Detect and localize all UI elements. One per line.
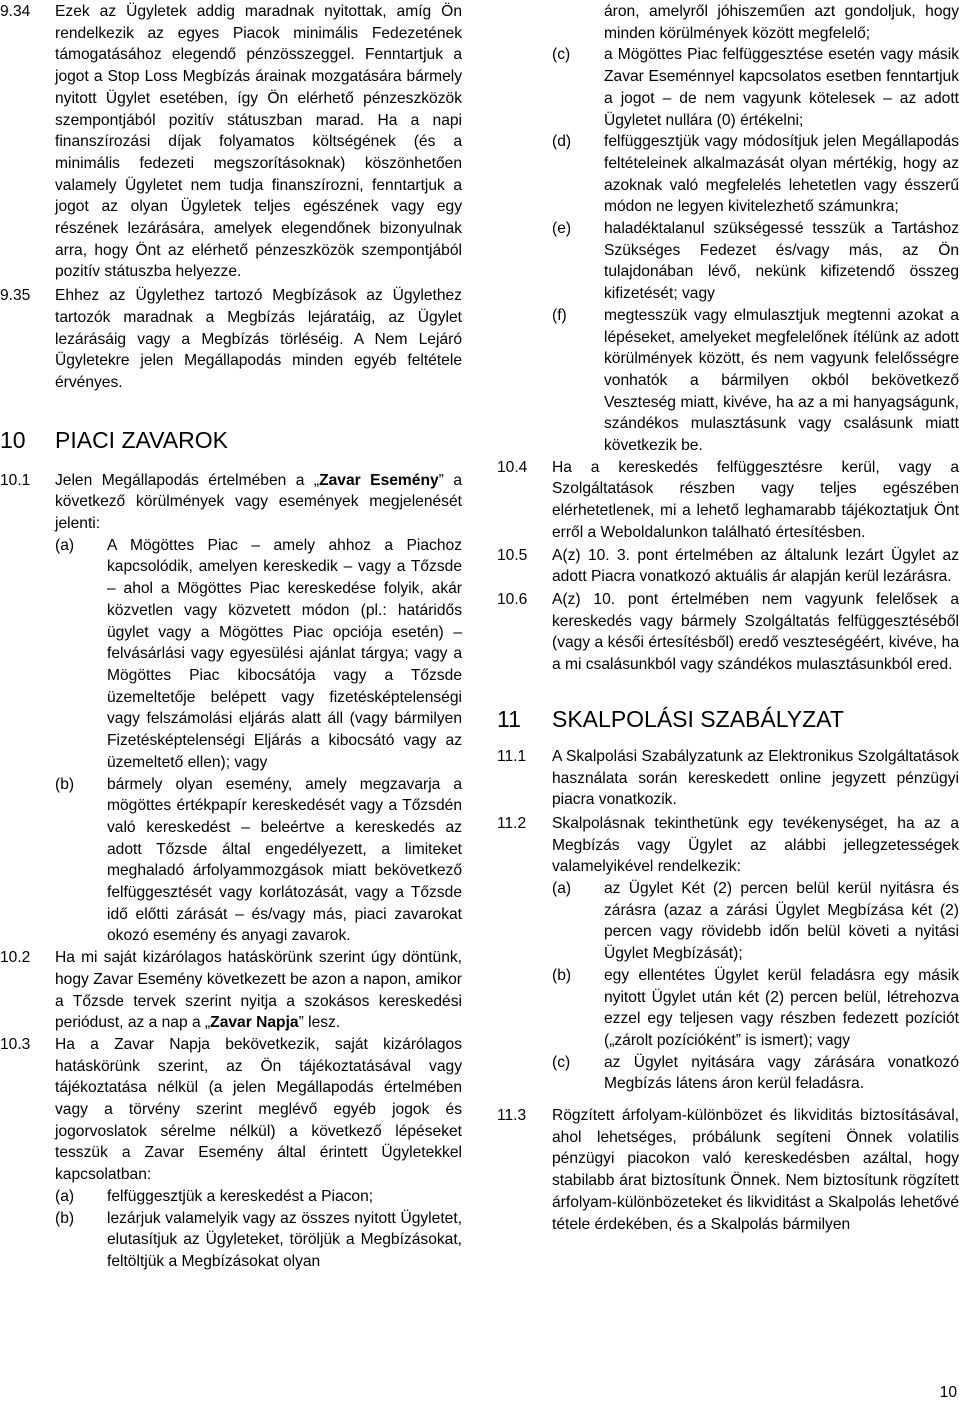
clause-11-3 (497, 1105, 959, 1235)
sub-item-f (552, 305, 959, 457)
page-number: 10 (939, 1384, 957, 1402)
sub-item-label: (c) (552, 46, 571, 64)
clause-10-6 (497, 589, 959, 676)
defined-term: Zavar Esemény (319, 471, 439, 489)
text-before-term: Ha mi saját kizárólagos hatáskörünk szerint úgy döntünk, hogy Zavar Esemény következett be azon a napon, amikor a Tőzsde tervek szerint nyitja a szokásos kereskedési periódust, az a nap a „ (55, 949, 462, 1032)
sub-item-text: a Mögöttes Piac felfüggesztése esetén vagy másik Zavar Eseménnyel kapcsolatos esetben fenntartjuk a jogot – de nem vagyunk kötelesek – az adott Ügyletet nullára (0) értékelni; (604, 46, 959, 129)
sub-item-label: (b) (552, 966, 572, 984)
clause-text: Skalpolásnak tekinthetünk egy tevékenységet, ha az a Megbízás vagy Ügylet az alábbi jellegzetességek valamelyikével rendelkezik: (552, 814, 959, 876)
clause-text: A Skalpolási Szabályzatunk az Elektronikus Szolgáltatások használata során kereskedett online jegyzett pénzügyi piacra vonatkozik. (552, 747, 959, 809)
sub-item-label: (a) (552, 880, 572, 898)
sub-item-d (552, 131, 959, 218)
right-column (497, 0, 959, 1235)
clause-text: Ha a kereskedés felfüggesztésre kerül, vagy a Szolgáltatások részben vagy teljes egészében elérhetetlenek, mi a lehető leghamarabb tájékoztatjuk Önt erről a Weboldalunkon található értesítésben. (552, 458, 959, 541)
clause-number: 11.2 (497, 814, 527, 832)
sub-item-text: az Ügylet nyitására vagy zárására vonatkozó Megbízás látens áron kerül feladásra. (604, 1053, 959, 1093)
left-column (0, 0, 462, 1273)
sub-item-text: lezárjuk valamelyik vagy az összes nyitott Ügyletet, elutasítjuk az Ügyleteket, töröljük a Megbízásokat, feltöltjük a Megbízásokat olyan (107, 1209, 462, 1270)
sub-item-text: bármely olyan esemény, amely megzavarja a mögöttes értékpapír kereskedését vagy a Tőzsdén való kereskedést – beleértve a kereskedés az adott Tőzsde által engedélyezett, a limiteket meghaladó árfolyammozgások miatt bekövetkező felfüggesztését vagy korlátozását, vagy a Tőzsde idő előtti zárását – és/vagy más, piaci zavarokat okozó esemény és anyagi zavarok. (107, 775, 462, 945)
sub-item-b (55, 774, 462, 948)
sub-item-label: (b) (55, 1209, 75, 1227)
clause-10-4 (497, 457, 959, 544)
sub-item-e (552, 218, 959, 305)
sub-item-label: (f) (552, 306, 567, 324)
sub-item-text: egy ellentétes Ügylet kerül feladásra egy másik nyitott Ügylet után két (2) percen belül, létrehozva ezzel egy teljesen vagy részben fedezett pozíciót („zárolt pozícióként” is ismert); vagy (604, 966, 959, 1049)
clause-number: 11.1 (497, 747, 527, 765)
sub-item-c (552, 1052, 959, 1095)
sub-item-label: (e) (552, 220, 572, 238)
clause-10-3 (0, 1034, 462, 1273)
clause-number: 9.34 (0, 3, 31, 20)
clause-text (55, 470, 462, 535)
clause-number: 10.5 (497, 546, 528, 564)
clause-11-1 (497, 746, 959, 811)
sub-item-a (552, 878, 959, 965)
sub-item-text: felfüggesztjük a kereskedést a Piacon; (107, 1187, 374, 1205)
clause-number: 10.6 (497, 590, 528, 608)
defined-term: Zavar Napja (210, 1014, 299, 1032)
sub-item-b-continuation: áron, amelyről jóhiszeműen azt gondoljuk, hogy minden körülmények között megfelelő; (604, 3, 959, 42)
sub-item-c (552, 44, 959, 131)
section-heading-10 (0, 425, 462, 455)
clause-number: 10.2 (0, 949, 31, 967)
sub-item-a (55, 535, 462, 774)
clause-10-2 (0, 947, 462, 1034)
sub-item-label: (d) (552, 133, 572, 151)
sub-item-text: megtesszük vagy elmulasztjuk megtenni azokat a lépéseket, amelyeket megfelelőnek ítélünk az adott körülmények között, és nem vagyunk felelősségre vonhatók a bármilyen okból bekövetkező Veszteség miatt, kivéve, ha az a mi hanyagságunk, szándékos mulasztásunk vagy csalásunk miatt következik be. (604, 306, 959, 455)
sub-item-label: (a) (55, 1187, 75, 1205)
sub-item-text: A Mögöttes Piac – amely ahhoz a Piachoz kapcsolódik, amelyen kereskedik – vagy a Tőzsde – ahol a Mögöttes Piac kereskedése folyik, akár közvetlen vagy közvetett módon (pl.: határidős ügylet vagy a Mögöttes Piac opciója esetén) – felvásárlási vagy egyesülési ajánlat tárgya; vagy a Mögöttes Piac kibocsátója vagy a Tőzsde üzemeltetője belépett vagy fizetésképtelenségi vagy felszámolási eljárás alatt áll (vagy bármilyen Fizetésképtelenségi Eljárás a kibocsátó vagy az üzemeltető ellen); vagy (107, 536, 462, 771)
clause-11-2 (497, 813, 959, 1095)
section-title: SKALPOLÁSI SZABÁLYZAT (552, 705, 844, 732)
clause-number: 10.1 (0, 471, 31, 489)
section-number: 11 (497, 705, 521, 732)
clause-text: Ezek az Ügyletek addig maradnak nyitottak, amíg Ön rendelkezik az egyes Piacok minimális Fedezetének támogatásához elegendő pénzösszeggel. Fenntartjuk a jogot a Stop Loss Megbízás árainak mozgatására bármely nyitott Ügylet esetében, így Ön elérhető pénzeszközök szempontjából pozitív státuszban marad. Ha a napi finanszírozási díjak folyamatos költségének (és a minimális fedezeti megszorításoknak) köszönhetően valamely Ügyletet nem tudja finanszírozni, fenntartjuk a jogot az olyan Ügyletek teljes egészének vagy egy részének lezárására, amelyek elegendőnek bizonyulnak arra, hogy Önt az elérhető pénzeszközök szempontjából pozitív státuszba helyezze. (55, 3, 462, 281)
sub-item-label: (c) (552, 1053, 571, 1071)
clause-9-34 (0, 1, 462, 283)
sub-item-text: az Ügylet Két (2) percen belül kerül nyitásra és zárásra (azaz a zárási Ügylet Megbízása két (2) percen vagy rövidebb időn belül követi a nyitási Ügylet Megbízását); (604, 880, 959, 963)
clause-text: A(z) 10. pont értelmében nem vagyunk felelősek a kereskedés vagy bármely Szolgáltatás felfüggesztéséből (vagy a késői értesítésből) eredő veszteségéért, kivéve, ha a mi csalásunkból vagy szándékos mulasztásunkból ered. (552, 590, 959, 674)
sub-item-label: (b) (55, 775, 75, 793)
text-before-term: Jelen Megállapodás értelmében a „ (55, 471, 320, 489)
section-title: PIACI ZAVAROK (55, 426, 228, 453)
clause-10-5 (497, 545, 959, 588)
clause-text: Ehhez az Ügylethez tartozó Megbízások az Ügylethez tartozók maradnak a Megbízás lejáratáig, az Ügylet lezárásáig vagy a Megbízás törléséig. A Nem Lejáró Ügyletekre jelen Megállapodás minden egyéb feltétele érvényes. (55, 287, 462, 391)
sub-item-b (55, 1208, 462, 1273)
clause-text: Rögzített árfolyam-különbözet és likviditás biztosításával, ahol lehetséges, próbálunk segíteni Önnek volatilis pénzügyi piacokon való kereskedésben azáltal, hogy stabilabb árat biztosítunk Önnek. Nem biztosítunk rögzített árfolyam-különbözeteket és likviditást a Skalpolás lehetővé tétele érdekében, és a Skalpolás bármilyen (552, 1107, 959, 1233)
section-heading-11 (497, 704, 959, 734)
sub-item-a (55, 1186, 462, 1208)
clause-text (55, 947, 462, 1034)
clause-number: 11.3 (497, 1107, 527, 1125)
text-after-term: ” lesz. (298, 1014, 341, 1032)
clause-number: 10.4 (497, 458, 528, 476)
clause-10-1 (0, 470, 462, 947)
sub-item-text: haladéktalanul szükségessé tesszük a Tartáshoz Szükséges Fedezet és/vagy más, az Ön tulajdonában lévő, nekünk kifizetendő összeg kifizetését; vagy (604, 220, 959, 303)
clause-number: 9.35 (0, 287, 31, 305)
clause-text: Ha a Zavar Napja bekövetkezik, saját kizárólagos hatáskörünk szerint, az Ön tájékoztatásával vagy tájékoztatása nélkül (a jelen Megállapodás értelmében vagy a törvény szerint meglévő egyéb jogok és jogorvoslatok sérelme nélkül) a következő lépéseket tesszük a Zavar Esemény által érintett Ügyletekkel kapcsolatban: (55, 1035, 462, 1184)
clause-9-35 (0, 285, 462, 394)
clause-number: 10.3 (0, 1035, 31, 1053)
sub-item-text: felfüggesztjük vagy módosítjuk jelen Megállapodás feltételeinek alkalmazását olyan mértékig, hogy az azoknak való megfelelés lehetetlen vagy ésszerű módon ne legyen kivitelezhető számunkra; (604, 133, 959, 216)
section-number: 10 (0, 426, 26, 453)
text-after-term: ” a következő körülmények vagy események megjelenését jelenti: (55, 471, 462, 533)
clause-text: A(z) 10. 3. pont értelmében az általunk lezárt Ügylet az adott Piacra vonatkozó aktuális ár alapján kerül lezárásra. (552, 546, 959, 586)
sub-item-b (552, 965, 959, 1052)
sub-item-label: (a) (55, 536, 75, 554)
